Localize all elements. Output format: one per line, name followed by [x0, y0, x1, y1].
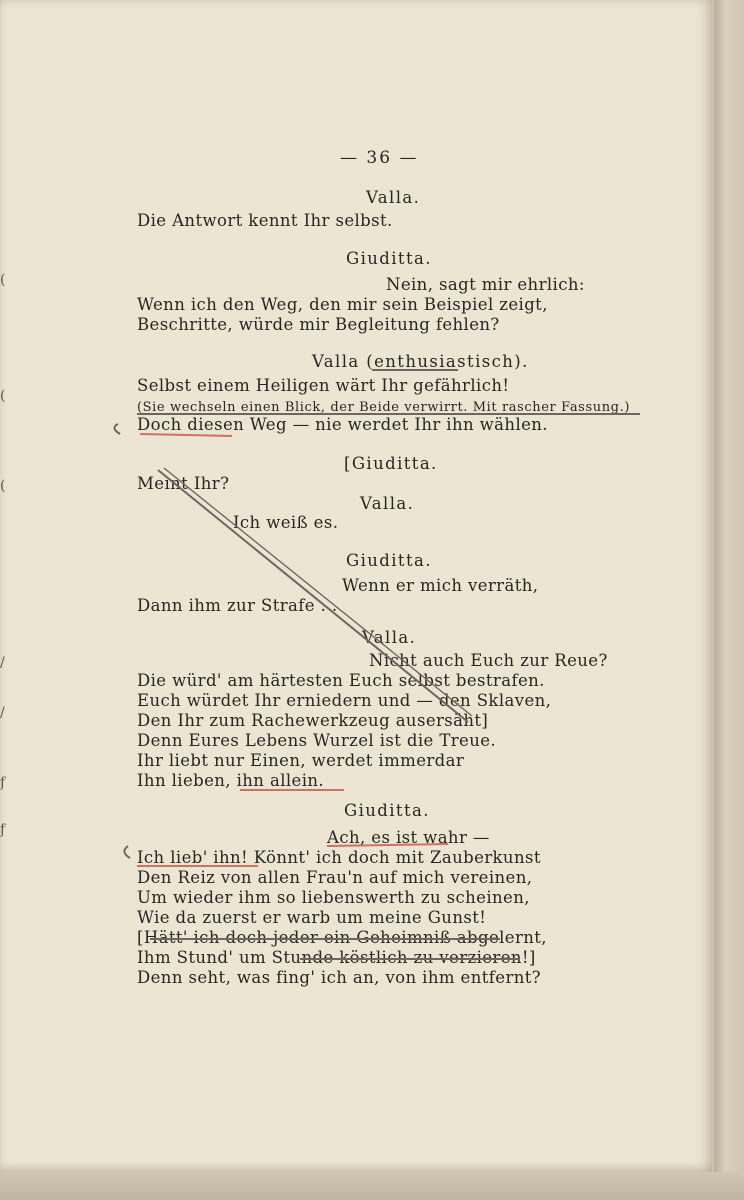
verse-line: Doch diesen Weg — nie werdet Ihr ihn wählen. [137, 415, 548, 434]
verse-line: Um wieder ihm so liebenswerth zu scheinen, [137, 888, 530, 907]
margin-mark: ƒ [0, 775, 6, 791]
verse-line: Ihm Stund' um Stunde köstlich zu verzieren!] [137, 948, 536, 967]
verse-line: Den Reiz von allen Frau'n auf mich vereinen, [137, 868, 533, 887]
verse-line: Dann ihm zur Strafe . . [137, 596, 338, 615]
verse-line: Wie da zuerst er warb um meine Gunst! [137, 908, 487, 927]
verse-line: Wenn er mich verräth, [342, 576, 539, 595]
page-bottom-edge [0, 1172, 744, 1200]
speaker-name: Valla. [362, 628, 417, 647]
verse-line: Ich lieb' ihn! Könnt' ich doch mit Zauberkunst [137, 848, 541, 867]
verse-line: Die würd' am härtesten Euch selbst bestrafen. [137, 671, 545, 690]
verse-line: Beschritte, würde mir Begleitung fehlen? [137, 315, 500, 334]
verse-line: Ihn lieben, ihn allein. [137, 771, 325, 790]
margin-mark: ƒ [0, 822, 6, 838]
pencil-bracket-mark [114, 424, 120, 434]
verse-line: Nein, sagt mir ehrlich: [386, 275, 585, 294]
margin-mark: ( [0, 478, 6, 494]
margin-mark: / [0, 655, 5, 671]
verse-line: Selbst einem Heiligen wärt Ihr gefährlich! [137, 376, 510, 395]
speaker-name: Giuditta. [346, 551, 432, 570]
verse-line: Die Antwort kennt Ihr selbst. [137, 211, 393, 230]
verse-line: Den Ihr zum Rachewerkzeug ausersäht] [137, 711, 489, 730]
next-page-edge [714, 0, 744, 1200]
speaker-name: Valla. [366, 188, 421, 207]
margin-mark: ( [0, 272, 6, 288]
verse-line: Ich weiß es. [233, 513, 339, 532]
verse-line: Denn Eures Lebens Wurzel ist die Treue. [137, 731, 497, 750]
margin-mark: / [0, 705, 5, 721]
stage-direction: (Sie wechseln einen Blick, der Beide verwirrt. Mit rascher Fassung.) [137, 400, 631, 415]
verse-line: Meint Ihr? [137, 474, 230, 493]
speaker-name: Giuditta. [346, 249, 432, 268]
verse-line: Ach, es ist wahr — [327, 828, 490, 847]
page-number: — 36 — [340, 148, 419, 168]
speaker-name: [Giuditta. [344, 454, 438, 473]
verse-line: Euch würdet Ihr erniedern und — den Sklaven, [137, 691, 552, 710]
speaker-name: Valla (enthusiastisch). [312, 352, 529, 371]
speaker-name: Valla. [360, 494, 415, 513]
verse-line: Nicht auch Euch zur Reue? [369, 651, 608, 670]
verse-line: Denn seht, was fing' ich an, von ihm entfernt? [137, 968, 542, 987]
pencil-bracket-mark [124, 846, 130, 858]
speaker-name: Giuditta. [344, 801, 430, 820]
verse-line: Wenn ich den Weg, den mir sein Beispiel zeigt, [137, 295, 548, 314]
verse-line: Ihr liebt nur Einen, werdet immerdar [137, 751, 465, 770]
margin-mark: ( [0, 388, 6, 404]
verse-line: [Hätt' ich doch jeder ein Geheimniß abgelernt, [137, 928, 547, 947]
